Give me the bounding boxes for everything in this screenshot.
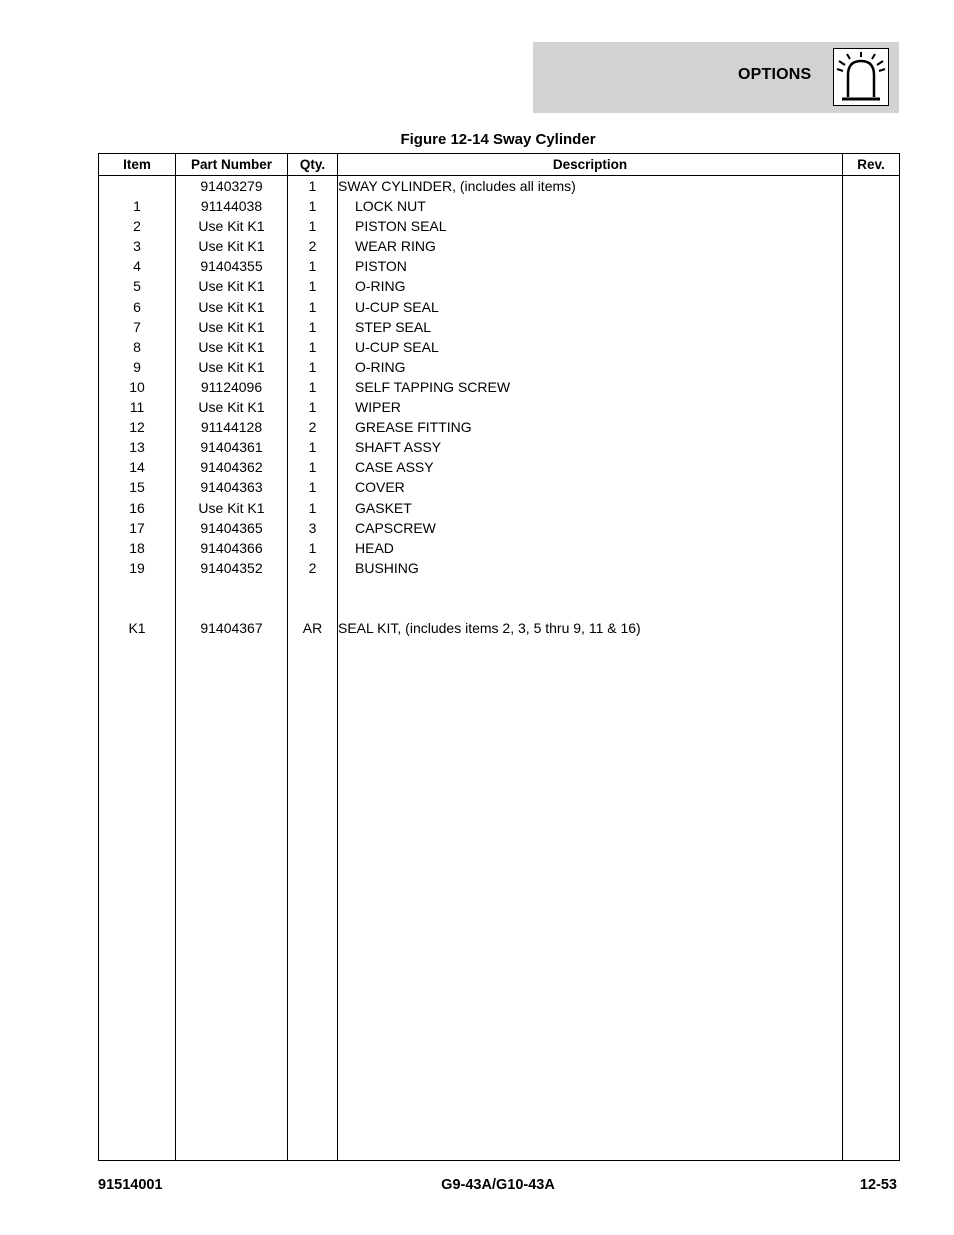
item-cell: 12	[99, 417, 176, 437]
part-number-cell: Use Kit K1	[176, 498, 288, 518]
table-row	[99, 317, 900, 337]
rev-cell	[843, 357, 900, 377]
table-header-row	[99, 154, 900, 176]
part-number-cell: Use Kit K1	[176, 317, 288, 337]
qty-cell: 1	[288, 377, 338, 397]
qty-cell: 1	[288, 337, 338, 357]
item-cell: 7	[99, 317, 176, 337]
rev-cell	[843, 196, 900, 216]
item-cell: 8	[99, 337, 176, 357]
column-header-part-number: Part Number	[176, 154, 288, 176]
item-cell	[99, 578, 176, 598]
parts-table	[98, 153, 900, 1161]
part-number-cell: 91404362	[176, 457, 288, 477]
description-cell: GASKET	[338, 498, 843, 518]
part-number-cell: 91144128	[176, 417, 288, 437]
rev-cell	[843, 598, 900, 618]
qty-cell	[288, 578, 338, 598]
part-number-cell: 91404363	[176, 477, 288, 497]
rev-cell	[843, 377, 900, 397]
part-number-cell: 91404352	[176, 558, 288, 578]
qty-cell: 3	[288, 518, 338, 538]
description-cell: PISTON	[338, 256, 843, 276]
qty-cell: 2	[288, 417, 338, 437]
qty-cell: 1	[288, 498, 338, 518]
filler-cell	[843, 638, 900, 1160]
part-number-cell: Use Kit K1	[176, 397, 288, 417]
description-cell: BUSHING	[338, 558, 843, 578]
table-row	[99, 477, 900, 497]
item-cell: 9	[99, 357, 176, 377]
description-cell: SHAFT ASSY	[338, 437, 843, 457]
item-cell: K1	[99, 618, 176, 638]
table-row	[99, 196, 900, 216]
item-cell: 16	[99, 498, 176, 518]
beacon-light-icon	[833, 48, 889, 106]
filler-cell	[338, 638, 843, 1160]
item-cell: 11	[99, 397, 176, 417]
item-cell: 3	[99, 236, 176, 256]
description-cell: U-CUP SEAL	[338, 297, 843, 317]
footer-page-number: 12-53	[859, 1177, 897, 1193]
part-number-cell: 91404367	[176, 618, 288, 638]
table-row	[99, 216, 900, 236]
description-cell: STEP SEAL	[338, 317, 843, 337]
rev-cell	[843, 297, 900, 317]
part-number-cell: Use Kit K1	[176, 236, 288, 256]
rev-cell	[843, 618, 900, 638]
table-filler-row	[99, 638, 900, 1160]
parts-table-body	[99, 176, 900, 1161]
part-number-cell: 91404366	[176, 538, 288, 558]
footer-model: G9-43A/G10-43A	[441, 1177, 555, 1193]
rev-cell	[843, 397, 900, 417]
part-number-cell: 91403279	[176, 176, 288, 197]
description-cell: SWAY CYLINDER, (includes all items)	[338, 176, 843, 197]
item-cell: 19	[99, 558, 176, 578]
rev-cell	[843, 337, 900, 357]
section-header	[533, 42, 899, 113]
qty-cell: 1	[288, 457, 338, 477]
item-cell: 5	[99, 276, 176, 296]
column-header-qty: Qty.	[288, 154, 338, 176]
table-row	[99, 558, 900, 578]
item-cell: 6	[99, 297, 176, 317]
qty-cell: 1	[288, 256, 338, 276]
description-cell	[338, 598, 843, 618]
table-row	[99, 377, 900, 397]
rev-cell	[843, 256, 900, 276]
column-header-description: Description	[338, 154, 843, 176]
item-cell: 14	[99, 457, 176, 477]
description-cell: CAPSCREW	[338, 518, 843, 538]
footer-doc-number: 91514001	[98, 1177, 163, 1193]
description-cell: HEAD	[338, 538, 843, 558]
rev-cell	[843, 498, 900, 518]
table-row	[99, 518, 900, 538]
part-number-cell: 91144038	[176, 196, 288, 216]
rev-cell	[843, 477, 900, 497]
part-number-cell	[176, 578, 288, 598]
filler-cell	[176, 638, 288, 1160]
item-cell: 17	[99, 518, 176, 538]
description-cell: SEAL KIT, (includes items 2, 3, 5 thru 9, 11 & 16)	[338, 618, 843, 638]
part-number-cell: Use Kit K1	[176, 276, 288, 296]
table-row	[99, 297, 900, 317]
table-row	[99, 618, 900, 638]
table-row	[99, 578, 900, 598]
description-cell: O-RING	[338, 276, 843, 296]
part-number-cell: Use Kit K1	[176, 337, 288, 357]
rev-cell	[843, 276, 900, 296]
section-title: OPTIONS	[738, 66, 812, 83]
qty-cell: 1	[288, 317, 338, 337]
table-row	[99, 256, 900, 276]
part-number-cell: Use Kit K1	[176, 357, 288, 377]
table-row	[99, 176, 900, 197]
rev-cell	[843, 558, 900, 578]
item-cell	[99, 598, 176, 618]
rev-cell	[843, 236, 900, 256]
item-cell: 1	[99, 196, 176, 216]
item-cell: 13	[99, 437, 176, 457]
filler-cell	[288, 638, 338, 1160]
qty-cell: 1	[288, 196, 338, 216]
qty-cell: 1	[288, 477, 338, 497]
item-cell	[99, 176, 176, 197]
table-row	[99, 498, 900, 518]
qty-cell: 1	[288, 297, 338, 317]
item-cell: 2	[99, 216, 176, 236]
part-number-cell: 91404361	[176, 437, 288, 457]
rev-cell	[843, 437, 900, 457]
table-row	[99, 357, 900, 377]
qty-cell: 2	[288, 236, 338, 256]
rev-cell	[843, 578, 900, 598]
rev-cell	[843, 317, 900, 337]
part-number-cell: 91124096	[176, 377, 288, 397]
table-row	[99, 538, 900, 558]
table-row	[99, 598, 900, 618]
part-number-cell: Use Kit K1	[176, 297, 288, 317]
rev-cell	[843, 538, 900, 558]
table-row	[99, 417, 900, 437]
table-row	[99, 457, 900, 477]
table-row	[99, 276, 900, 296]
part-number-cell: Use Kit K1	[176, 216, 288, 236]
description-cell: U-CUP SEAL	[338, 337, 843, 357]
qty-cell: 1	[288, 437, 338, 457]
description-cell: O-RING	[338, 357, 843, 377]
table-row	[99, 236, 900, 256]
description-cell: SELF TAPPING SCREW	[338, 377, 843, 397]
description-cell: WIPER	[338, 397, 843, 417]
rev-cell	[843, 417, 900, 437]
figure-title: Figure 12-14 Sway Cylinder	[400, 131, 596, 148]
description-cell: WEAR RING	[338, 236, 843, 256]
description-cell: PISTON SEAL	[338, 216, 843, 236]
description-cell: LOCK NUT	[338, 196, 843, 216]
qty-cell: 1	[288, 176, 338, 197]
description-cell: GREASE FITTING	[338, 417, 843, 437]
part-number-cell: 91404355	[176, 256, 288, 276]
item-cell: 4	[99, 256, 176, 276]
qty-cell	[288, 598, 338, 618]
qty-cell: 1	[288, 216, 338, 236]
qty-cell: 1	[288, 397, 338, 417]
qty-cell: 1	[288, 357, 338, 377]
item-cell: 10	[99, 377, 176, 397]
table-row	[99, 397, 900, 417]
qty-cell: 1	[288, 538, 338, 558]
item-cell: 15	[99, 477, 176, 497]
table-row	[99, 437, 900, 457]
description-cell: CASE ASSY	[338, 457, 843, 477]
description-cell: COVER	[338, 477, 843, 497]
table-row	[99, 337, 900, 357]
column-header-rev: Rev.	[843, 154, 900, 176]
description-cell	[338, 578, 843, 598]
column-header-item: Item	[99, 154, 176, 176]
part-number-cell	[176, 598, 288, 618]
part-number-cell: 91404365	[176, 518, 288, 538]
item-cell: 18	[99, 538, 176, 558]
rev-cell	[843, 216, 900, 236]
qty-cell: 1	[288, 276, 338, 296]
qty-cell: AR	[288, 618, 338, 638]
qty-cell: 2	[288, 558, 338, 578]
rev-cell	[843, 457, 900, 477]
filler-cell	[99, 638, 176, 1160]
rev-cell	[843, 176, 900, 197]
rev-cell	[843, 518, 900, 538]
